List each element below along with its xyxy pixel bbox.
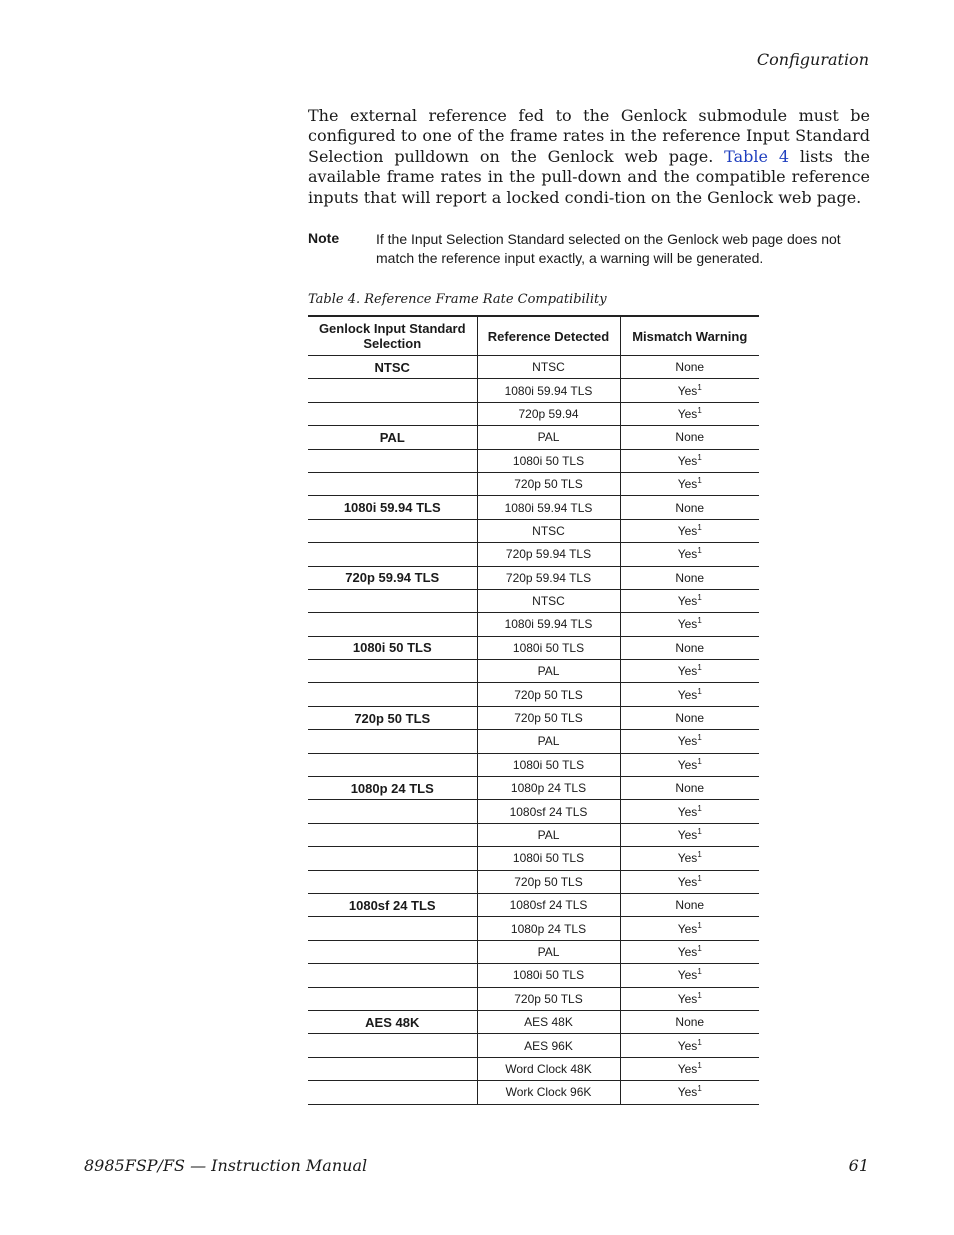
footnote-marker: 1 xyxy=(697,1060,702,1070)
footnote-marker: 1 xyxy=(697,452,702,462)
cell-reference-detected: 1080sf 24 TLS xyxy=(477,893,620,916)
cell-mismatch-warning xyxy=(620,847,759,870)
table-row xyxy=(308,917,759,940)
cell-selection: 720p 59.94 TLS xyxy=(308,566,477,589)
cell-selection-empty xyxy=(308,940,477,963)
mismatch-warning-value: None xyxy=(675,898,705,913)
cell-mismatch-warning xyxy=(620,683,759,706)
footnote-marker: 1 xyxy=(697,616,702,626)
cell-selection: NTSC xyxy=(308,356,477,379)
table-row xyxy=(308,964,759,987)
mismatch-warning-value: Yes xyxy=(677,1038,698,1053)
table-row xyxy=(308,356,759,379)
cell-selection-empty xyxy=(308,847,477,870)
table-row xyxy=(308,823,759,846)
footnote-marker: 1 xyxy=(697,873,702,883)
cell-mismatch-warning xyxy=(620,636,759,659)
cell-selection-empty xyxy=(308,613,477,636)
note-label: Note xyxy=(308,230,340,246)
cell-reference-detected: 1080i 50 TLS xyxy=(477,847,620,870)
cell-selection: 720p 50 TLS xyxy=(308,706,477,729)
table-row xyxy=(308,706,759,729)
cell-reference-detected: 1080i 50 TLS xyxy=(477,753,620,776)
cell-reference-detected: NTSC xyxy=(477,356,620,379)
table-row xyxy=(308,753,759,776)
footnote-marker: 1 xyxy=(697,850,702,860)
mismatch-warning-value: Yes xyxy=(677,757,698,772)
cell-selection-empty xyxy=(308,519,477,542)
table-row xyxy=(308,636,759,659)
footnote-marker: 1 xyxy=(697,382,702,392)
cell-mismatch-warning xyxy=(620,730,759,753)
cell-mismatch-warning xyxy=(620,800,759,823)
footnote-marker: 1 xyxy=(697,990,702,1000)
cell-mismatch-warning xyxy=(620,519,759,542)
cell-reference-detected: Word Clock 48K xyxy=(477,1057,620,1080)
mismatch-warning-value: Yes xyxy=(677,383,698,398)
mismatch-warning-value: Yes xyxy=(677,944,698,959)
cell-mismatch-warning xyxy=(620,1081,759,1104)
cell-mismatch-warning xyxy=(620,964,759,987)
mismatch-warning-value: Yes xyxy=(677,1061,698,1076)
table-caption: Table 4. Reference Frame Rate Compatibility xyxy=(308,292,607,307)
cell-reference-detected: NTSC xyxy=(477,519,620,542)
cell-reference-detected: PAL xyxy=(477,730,620,753)
cell-selection: 1080i 50 TLS xyxy=(308,636,477,659)
footnote-marker: 1 xyxy=(697,522,702,532)
running-header: Configuration xyxy=(756,50,869,69)
cell-reference-detected: 1080i 59.94 TLS xyxy=(477,379,620,402)
cell-selection-empty xyxy=(308,543,477,566)
note-text: If the Input Selection Standard selected on the Genlock web page does not match the reference input exactly, a warning will be generated. xyxy=(376,231,841,266)
cell-mismatch-warning xyxy=(620,449,759,472)
cell-reference-detected: PAL xyxy=(477,823,620,846)
cell-selection-empty xyxy=(308,379,477,402)
cell-selection: PAL xyxy=(308,426,477,449)
cell-reference-detected: 720p 50 TLS xyxy=(477,987,620,1010)
mismatch-warning-value: Yes xyxy=(677,664,698,679)
mismatch-warning-value: Yes xyxy=(677,991,698,1006)
table-row xyxy=(308,1081,759,1104)
mismatch-warning-value: None xyxy=(675,430,705,445)
footnote-marker: 1 xyxy=(697,1037,702,1047)
table-row xyxy=(308,730,759,753)
header-reference-detected: Reference Detected xyxy=(477,316,620,356)
cell-reference-detected: PAL xyxy=(477,426,620,449)
table-row xyxy=(308,1034,759,1057)
intro-text-before: The external reference fed to the Genlock submodule must be configured to one of the frame rates in the reference Input Standard Selection pulldown on the Genlock web page. xyxy=(308,106,870,166)
cell-reference-detected: 720p 50 TLS xyxy=(477,870,620,893)
cell-reference-detected: 1080sf 24 TLS xyxy=(477,800,620,823)
footnote-marker: 1 xyxy=(697,827,702,836)
cell-reference-detected: 720p 59.94 xyxy=(477,402,620,425)
table-row xyxy=(308,426,759,449)
mismatch-warning-value: None xyxy=(675,781,705,796)
cell-selection: 1080i 59.94 TLS xyxy=(308,496,477,519)
table-header-row xyxy=(308,316,759,356)
cell-mismatch-warning xyxy=(620,543,759,566)
cell-selection-empty xyxy=(308,870,477,893)
cell-mismatch-warning xyxy=(620,356,759,379)
cell-selection-empty xyxy=(308,1081,477,1104)
cell-mismatch-warning xyxy=(620,472,759,495)
cell-mismatch-warning xyxy=(620,753,759,776)
cell-reference-detected: 720p 50 TLS xyxy=(477,472,620,495)
cell-selection-empty xyxy=(308,823,477,846)
table-row xyxy=(308,589,759,612)
cell-mismatch-warning xyxy=(620,496,759,519)
cell-reference-detected: PAL xyxy=(477,940,620,963)
cell-mismatch-warning xyxy=(620,987,759,1010)
footnote-marker: 1 xyxy=(697,663,702,673)
cell-selection-empty xyxy=(308,472,477,495)
table-reference-link[interactable]: Table 4 xyxy=(724,146,789,166)
cell-reference-detected: 1080i 50 TLS xyxy=(477,449,620,472)
cell-selection-empty xyxy=(308,449,477,472)
cell-mismatch-warning xyxy=(620,777,759,800)
table-row xyxy=(308,472,759,495)
table-body xyxy=(308,356,759,1105)
cell-reference-detected: PAL xyxy=(477,660,620,683)
cell-selection-empty xyxy=(308,589,477,612)
mismatch-warning-value: Yes xyxy=(677,453,698,468)
mismatch-warning-value: Yes xyxy=(677,921,698,936)
cell-selection: 1080sf 24 TLS xyxy=(308,893,477,916)
table-row xyxy=(308,519,759,542)
cell-reference-detected: NTSC xyxy=(477,589,620,612)
table-row xyxy=(308,847,759,870)
cell-reference-detected: AES 96K xyxy=(477,1034,620,1057)
intro-paragraph xyxy=(308,106,870,208)
mismatch-warning-value: None xyxy=(675,1015,705,1030)
reference-frame-rate-table xyxy=(308,315,759,1105)
table-row xyxy=(308,800,759,823)
cell-selection-empty xyxy=(308,917,477,940)
cell-mismatch-warning xyxy=(620,426,759,449)
cell-selection: AES 48K xyxy=(308,1010,477,1033)
footnote-marker: 1 xyxy=(697,967,702,977)
mismatch-warning-value: None xyxy=(675,500,705,515)
cell-mismatch-warning xyxy=(620,893,759,916)
footer-manual-title: 8985FSP/FS — Instruction Manual xyxy=(84,1156,368,1175)
cell-mismatch-warning xyxy=(620,823,759,846)
mismatch-warning-value: Yes xyxy=(677,874,698,889)
mismatch-warning-value: None xyxy=(675,640,705,655)
table-row xyxy=(308,543,759,566)
mismatch-warning-value: Yes xyxy=(677,523,698,538)
footnote-marker: 1 xyxy=(697,546,702,556)
footnote-marker: 1 xyxy=(697,733,702,743)
cell-mismatch-warning xyxy=(620,589,759,612)
table-row xyxy=(308,1010,759,1033)
table-row xyxy=(308,777,759,800)
cell-selection-empty xyxy=(308,800,477,823)
cell-selection-empty xyxy=(308,753,477,776)
mismatch-warning-value: Yes xyxy=(677,968,698,983)
footnote-marker: 1 xyxy=(697,686,702,696)
cell-reference-detected: 1080i 59.94 TLS xyxy=(477,496,620,519)
table-row xyxy=(308,1057,759,1080)
cell-reference-detected: 720p 50 TLS xyxy=(477,683,620,706)
cell-mismatch-warning xyxy=(620,917,759,940)
cell-reference-detected: 1080i 50 TLS xyxy=(477,636,620,659)
cell-mismatch-warning xyxy=(620,1057,759,1080)
mismatch-warning-value: None xyxy=(675,360,705,375)
mismatch-warning-value: Yes xyxy=(677,617,698,632)
footnote-marker: 1 xyxy=(697,943,702,953)
cell-reference-detected: 1080i 50 TLS xyxy=(477,964,620,987)
mismatch-warning-value: Yes xyxy=(677,828,698,842)
footnote-marker: 1 xyxy=(697,1084,702,1094)
footnote-marker: 1 xyxy=(697,476,702,486)
cell-selection-empty xyxy=(308,1057,477,1080)
cell-mismatch-warning xyxy=(620,706,759,729)
cell-mismatch-warning xyxy=(620,870,759,893)
cell-reference-detected: 1080p 24 TLS xyxy=(477,777,620,800)
cell-reference-detected: Work Clock 96K xyxy=(477,1081,620,1104)
mismatch-warning-value: Yes xyxy=(677,406,698,421)
cell-selection-empty xyxy=(308,660,477,683)
mismatch-warning-value: Yes xyxy=(677,851,698,866)
mismatch-warning-value: Yes xyxy=(677,687,698,702)
cell-mismatch-warning xyxy=(620,940,759,963)
table-row xyxy=(308,940,759,963)
table-row xyxy=(308,987,759,1010)
cell-mismatch-warning xyxy=(620,660,759,683)
table-row xyxy=(308,683,759,706)
mismatch-warning-value: Yes xyxy=(677,547,698,562)
table-row xyxy=(308,402,759,425)
cell-selection-empty xyxy=(308,402,477,425)
mismatch-warning-value: Yes xyxy=(677,734,698,749)
table-row xyxy=(308,566,759,589)
footnote-marker: 1 xyxy=(697,756,702,766)
cell-mismatch-warning xyxy=(620,1034,759,1057)
cell-reference-detected: 720p 50 TLS xyxy=(477,706,620,729)
cell-selection-empty xyxy=(308,964,477,987)
table-row xyxy=(308,379,759,402)
intro-text-after: lists the available frame rates in the pull-down and the compatible reference inputs that will report a locked condi-tion on the Genlock web page. xyxy=(308,146,870,207)
cell-selection: 1080p 24 TLS xyxy=(308,777,477,800)
table-row xyxy=(308,870,759,893)
mismatch-warning-value: Yes xyxy=(677,1085,698,1100)
header-mismatch-warning: Mismatch Warning xyxy=(620,316,759,356)
cell-reference-detected: AES 48K xyxy=(477,1010,620,1033)
cell-mismatch-warning xyxy=(620,379,759,402)
table-row xyxy=(308,496,759,519)
cell-mismatch-warning xyxy=(620,613,759,636)
mismatch-warning-value: Yes xyxy=(677,594,698,609)
mismatch-warning-value: None xyxy=(675,711,705,726)
footnote-marker: 1 xyxy=(697,803,702,813)
header-genlock-input-standard: Genlock Input Standard Selection xyxy=(308,316,477,356)
cell-reference-detected: 720p 59.94 TLS xyxy=(477,566,620,589)
cell-reference-detected: 1080i 59.94 TLS xyxy=(477,613,620,636)
cell-mismatch-warning xyxy=(620,1010,759,1033)
footnote-marker: 1 xyxy=(697,593,702,603)
table-row xyxy=(308,660,759,683)
table-row xyxy=(308,449,759,472)
cell-reference-detected: 1080p 24 TLS xyxy=(477,917,620,940)
cell-reference-detected: 720p 59.94 TLS xyxy=(477,543,620,566)
cell-mismatch-warning xyxy=(620,566,759,589)
mismatch-warning-value: Yes xyxy=(677,477,698,492)
cell-selection-empty xyxy=(308,987,477,1010)
mismatch-warning-value: None xyxy=(675,570,705,585)
footnote-marker: 1 xyxy=(697,405,702,415)
table-row xyxy=(308,613,759,636)
cell-selection-empty xyxy=(308,683,477,706)
page-number: 61 xyxy=(848,1156,869,1175)
footnote-marker: 1 xyxy=(697,920,702,930)
cell-selection-empty xyxy=(308,1034,477,1057)
cell-mismatch-warning xyxy=(620,402,759,425)
table-row xyxy=(308,893,759,916)
mismatch-warning-value: Yes xyxy=(677,804,698,819)
cell-selection-empty xyxy=(308,730,477,753)
